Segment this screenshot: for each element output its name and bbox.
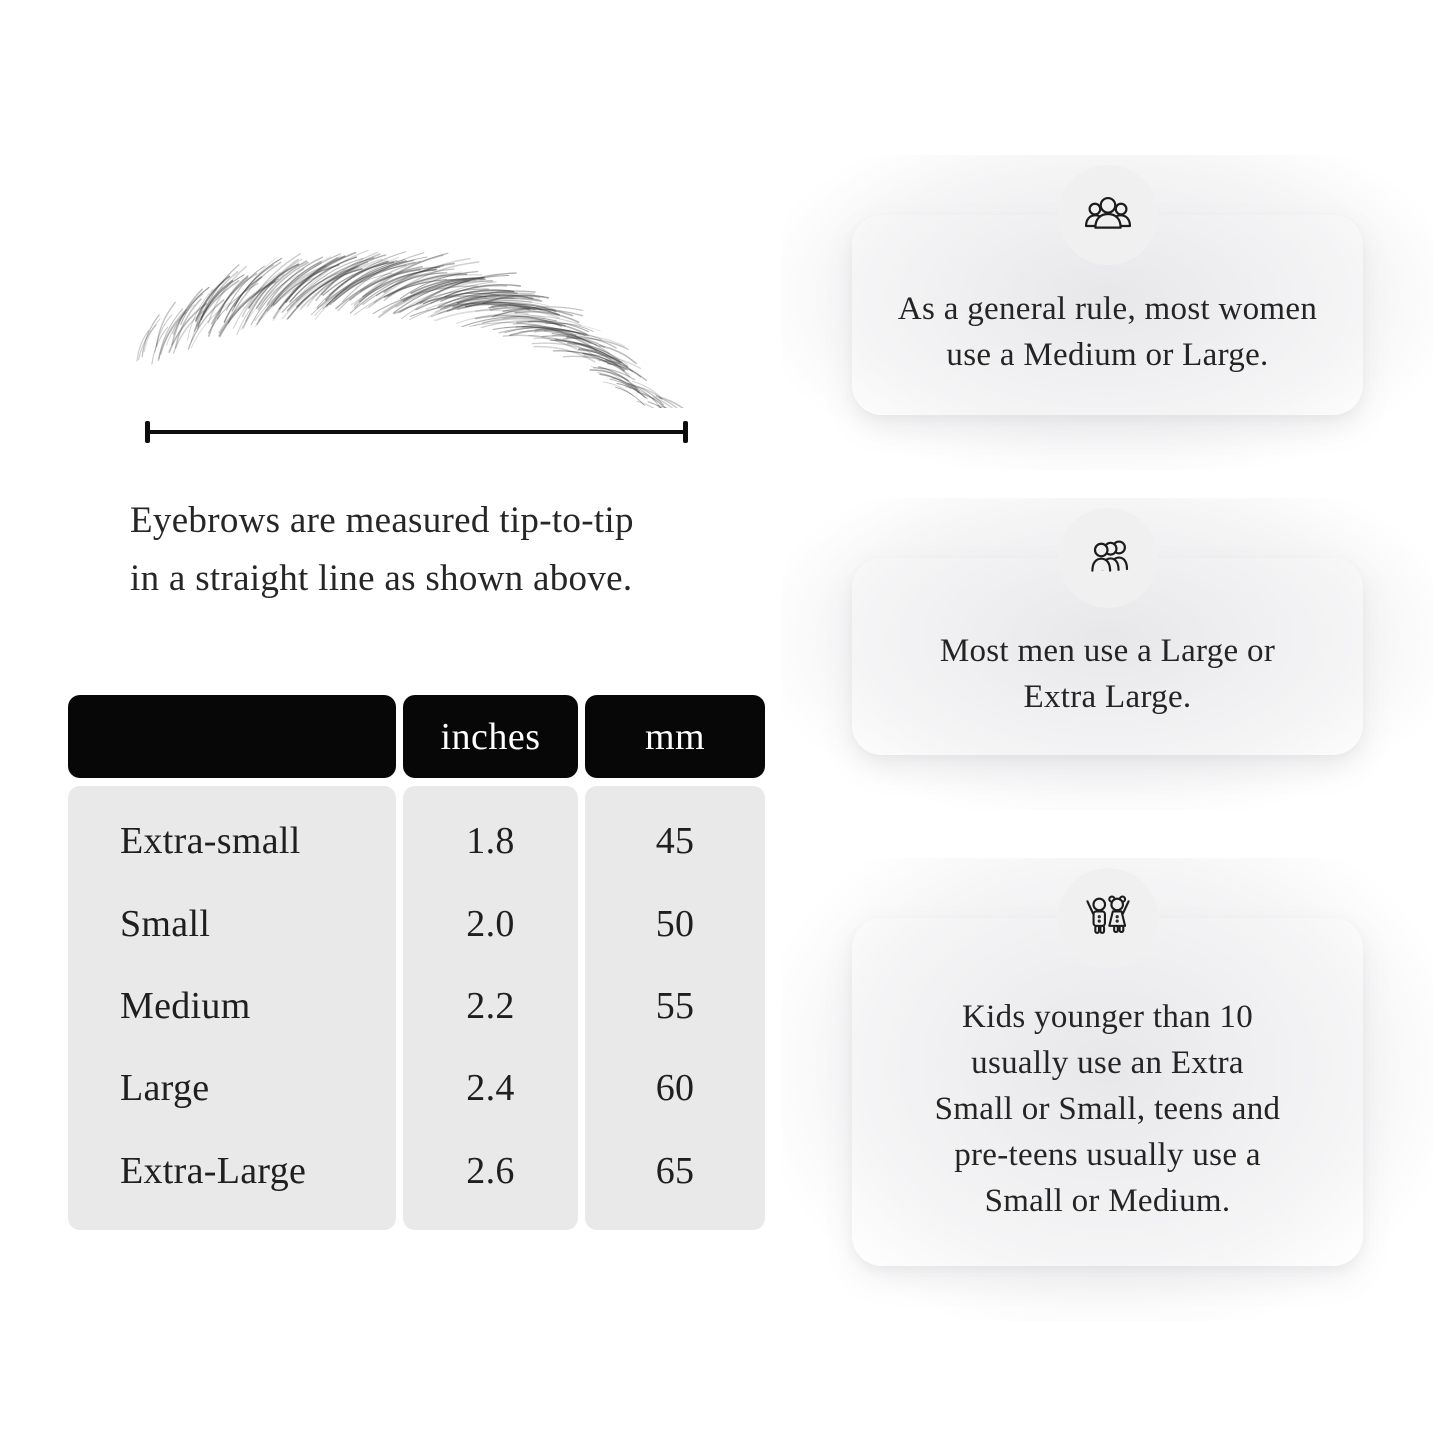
inches-value: 2.2 xyxy=(466,985,515,1028)
card-text-line: Extra Large. xyxy=(1023,678,1192,715)
card-text-line: Most men use a Large or xyxy=(939,632,1276,669)
kids-info-card xyxy=(852,918,1363,1266)
mm-value: 50 xyxy=(655,902,695,945)
measurement-tick-left xyxy=(145,421,150,443)
men-group-icon xyxy=(1058,508,1158,608)
size-label: Large xyxy=(120,1067,210,1110)
kids-icon xyxy=(1058,868,1158,968)
women-group-icon xyxy=(1058,165,1158,265)
kids-card-text xyxy=(852,918,1363,1266)
size-label: Medium xyxy=(120,985,251,1028)
inches-value: 2.0 xyxy=(466,902,515,945)
card-text-line: Small or Small, teens and xyxy=(934,1091,1281,1127)
eyebrow-illustration xyxy=(120,238,695,408)
size-table xyxy=(68,695,765,1230)
caption-line-2: in a straight line as shown above. xyxy=(130,558,633,599)
measurement-caption xyxy=(130,492,750,608)
card-text-line: pre-teens usually use a xyxy=(954,1137,1261,1173)
mm-value: 65 xyxy=(655,1149,695,1192)
mm-column xyxy=(585,786,765,1230)
size-label: Extra-Large xyxy=(120,1149,307,1192)
inches-column xyxy=(403,786,578,1230)
size-table-body xyxy=(68,786,765,1230)
measurement-tick-right xyxy=(683,421,688,443)
card-text-line: use a Medium or Large. xyxy=(946,337,1269,373)
size-table-header xyxy=(68,695,765,778)
mm-value: 60 xyxy=(655,1067,695,1110)
women-info-card xyxy=(852,215,1363,415)
size-label-column xyxy=(68,786,396,1230)
header-cell-inches: inches xyxy=(403,695,578,778)
caption-line-1: Eyebrows are measured tip-to-tip xyxy=(130,500,634,541)
card-text-line: Kids younger than 10 xyxy=(961,999,1254,1035)
inches-value: 2.6 xyxy=(466,1149,515,1192)
inches-value: 1.8 xyxy=(466,820,515,863)
header-cell-blank xyxy=(68,695,396,778)
inches-value: 2.4 xyxy=(466,1067,515,1110)
header-cell-mm: mm xyxy=(585,695,765,778)
card-text-line: usually use an Extra xyxy=(971,1045,1244,1081)
card-text-line: As a general rule, most women xyxy=(897,291,1318,327)
mm-value: 45 xyxy=(655,820,695,863)
eyebrow-sketch xyxy=(120,238,695,408)
mm-value: 55 xyxy=(655,985,695,1028)
size-label: Extra-small xyxy=(120,820,301,863)
men-info-card xyxy=(852,558,1363,755)
card-text-line: Small or Medium. xyxy=(984,1183,1231,1219)
size-label: Small xyxy=(120,902,211,945)
measurement-line xyxy=(147,430,686,434)
